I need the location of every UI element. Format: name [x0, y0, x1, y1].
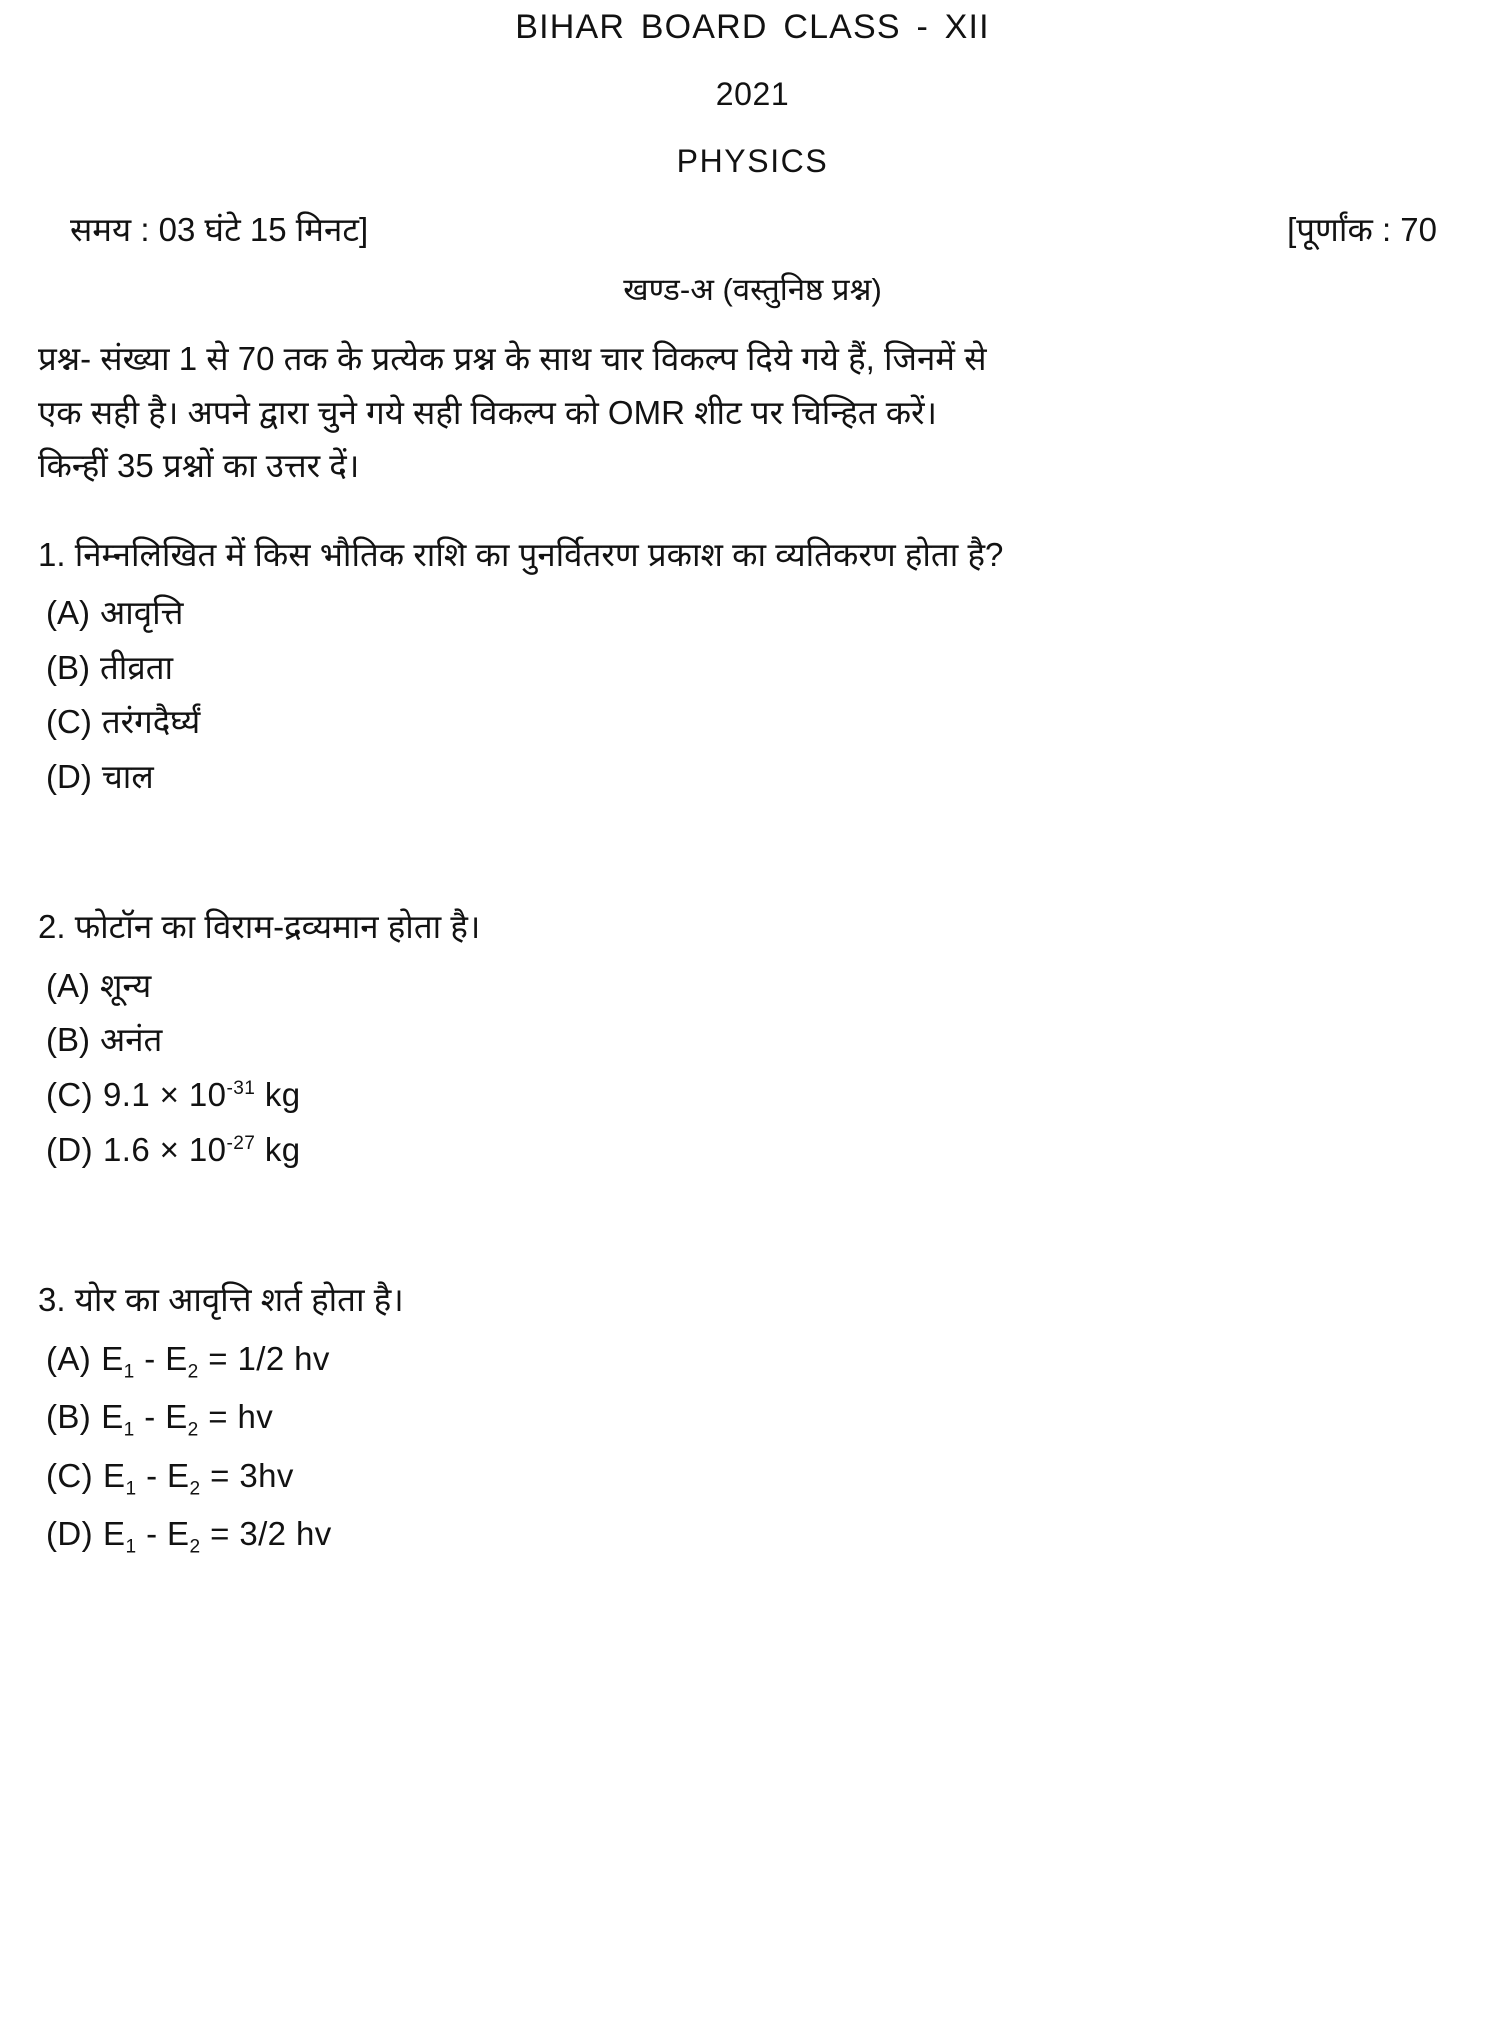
question-text-1: 1. निम्नलिखित में किस भौतिक राशि का पुनर्वितरण प्रकाश का व्यतिकरण होता है? — [38, 535, 1004, 573]
multiplication-sign-icon: × — [159, 1076, 180, 1114]
question-text-3: 3. योर का आवृत्ति शर्त होता है। — [38, 1281, 404, 1319]
option-mantissa: 9.1 — [103, 1076, 151, 1114]
option-value: 1/2 hv — [237, 1339, 330, 1377]
energy-term-1: E — [101, 1398, 124, 1436]
energy-subscript-1: 1 — [125, 1536, 137, 1558]
option-1-a[interactable] — [38, 591, 1467, 636]
exam-full-marks: [पूर्णांक : 70 — [1287, 210, 1437, 248]
energy-term-2: E — [165, 1339, 188, 1377]
question-spacer-1 — [38, 809, 1467, 871]
option-base: 10 — [188, 1076, 227, 1114]
energy-subscript-2: 2 — [189, 1478, 201, 1500]
option-text: शून्य — [100, 966, 152, 1004]
equals-sign-icon: = — [208, 1339, 228, 1377]
question-spacer-2 — [38, 1182, 1467, 1244]
instruction-line-3: किन्हीं 35 प्रश्नों का उत्तर दें। — [38, 447, 360, 485]
question-text-2: 2. फोटॉन का विराम-द्रव्यमान होता है। — [38, 908, 481, 946]
option-3-d[interactable] — [38, 1512, 1467, 1560]
option-label: (D) — [46, 1514, 94, 1552]
option-label: (A) — [46, 594, 90, 632]
option-text: अनंत — [100, 1021, 163, 1059]
energy-term-1: E — [101, 1339, 124, 1377]
exam-subject: PHYSICS — [676, 142, 829, 179]
option-1-b[interactable] — [38, 646, 1467, 691]
energy-term-1: E — [103, 1456, 126, 1494]
option-value: hv — [237, 1398, 274, 1436]
document-header — [38, 0, 1467, 180]
option-unit: kg — [264, 1130, 301, 1168]
energy-subscript-2: 2 — [187, 1361, 199, 1383]
option-label: (B) — [46, 648, 90, 686]
minus-sign-icon: - — [146, 1456, 158, 1494]
energy-subscript-2: 2 — [187, 1419, 199, 1441]
energy-term-2: E — [165, 1398, 188, 1436]
minus-sign-icon: - — [144, 1398, 156, 1436]
energy-term-1: E — [103, 1514, 126, 1552]
exam-year: 2021 — [715, 75, 790, 112]
equals-sign-icon: = — [210, 1514, 230, 1552]
energy-subscript-1: 1 — [123, 1361, 135, 1383]
option-text: तरंगदैर्घ्यं — [101, 703, 201, 741]
question-block-3 — [38, 1278, 1467, 1560]
option-text: चाल — [101, 757, 154, 795]
option-label: (B) — [46, 1398, 92, 1436]
energy-subscript-2: 2 — [189, 1536, 201, 1558]
option-2-b[interactable] — [38, 1018, 1467, 1063]
board-title: BIHAR BOARD CLASS - XII — [515, 8, 990, 46]
instruction-line-1: प्रश्न- संख्या 1 से 70 तक के प्रत्येक प्रश्न के साथ चार विकल्प दिये गये हैं, जिनमें से — [38, 340, 987, 378]
option-exponent: -27 — [226, 1132, 256, 1154]
energy-subscript-1: 1 — [125, 1478, 137, 1500]
option-label: (C) — [46, 1076, 94, 1114]
option-label: (B) — [46, 1021, 90, 1059]
minus-sign-icon: - — [144, 1339, 156, 1377]
option-label: (D) — [46, 1130, 94, 1168]
option-label: (D) — [46, 757, 92, 795]
option-value: 3/2 hv — [239, 1514, 332, 1552]
option-label: (A) — [46, 1339, 92, 1377]
question-block-2 — [38, 905, 1467, 1172]
instructions-block — [38, 332, 1467, 492]
option-mantissa: 1.6 — [103, 1130, 151, 1168]
option-1-c[interactable] — [38, 700, 1467, 745]
option-value: 3hv — [239, 1456, 294, 1494]
minus-sign-icon: - — [146, 1514, 158, 1552]
multiplication-sign-icon: × — [159, 1130, 180, 1168]
energy-term-2: E — [167, 1456, 190, 1494]
question-block-1 — [38, 533, 1467, 800]
energy-subscript-1: 1 — [123, 1419, 135, 1441]
option-2-d[interactable] — [38, 1128, 1467, 1173]
option-3-b[interactable] — [38, 1395, 1467, 1443]
option-2-c[interactable] — [38, 1073, 1467, 1118]
option-label: (C) — [46, 703, 92, 741]
option-label: (A) — [46, 966, 90, 1004]
exam-time-allowed: समय : 03 घंटे 15 मिनट] — [70, 210, 369, 248]
option-2-a[interactable] — [38, 964, 1467, 1009]
option-exponent: -31 — [226, 1078, 256, 1100]
equals-sign-icon: = — [208, 1398, 228, 1436]
energy-term-2: E — [167, 1514, 190, 1552]
equals-sign-icon: = — [210, 1456, 230, 1494]
option-text: आवृत्ति — [100, 594, 184, 632]
option-label: (C) — [46, 1456, 94, 1494]
option-base: 10 — [188, 1130, 227, 1168]
option-3-c[interactable] — [38, 1454, 1467, 1502]
exam-meta-row — [38, 210, 1467, 250]
option-unit: kg — [264, 1076, 301, 1114]
section-heading: खण्ड-अ (वस्तुनिष्ठ प्रश्न) — [623, 272, 882, 308]
option-1-d[interactable] — [38, 755, 1467, 800]
option-3-a[interactable] — [38, 1337, 1467, 1385]
instruction-line-2: एक सही है। अपने द्वारा चुने गये सही विकल्प को OMR शीट पर चिन्हित करें। — [38, 393, 938, 431]
option-text: तीव्रता — [100, 648, 174, 686]
